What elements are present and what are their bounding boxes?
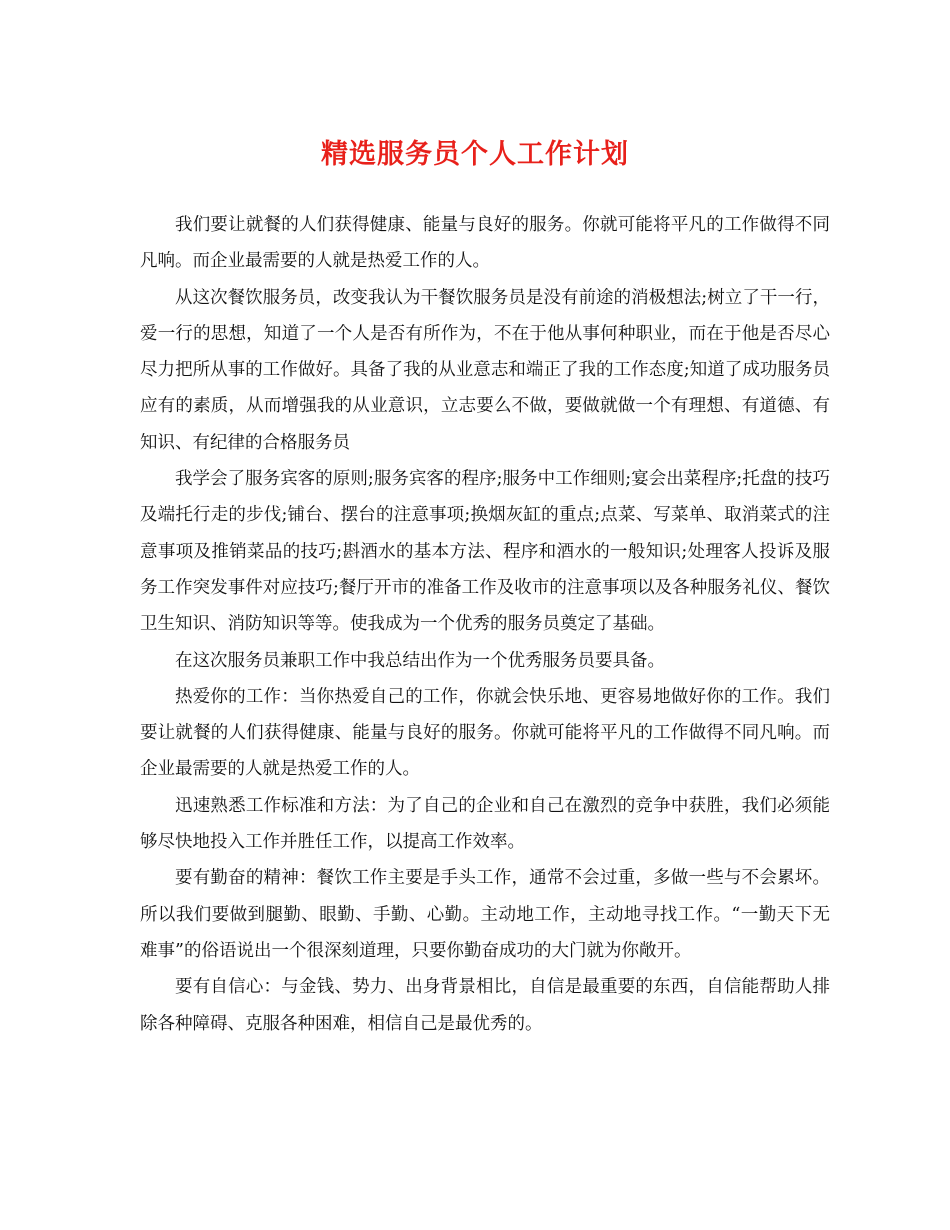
paragraph: 我们要让就餐的人们获得健康、能量与良好的服务。你就可能将平凡的工作做得不同凡响。而企业最需要的人就是热爱工作的人。 [140,215,830,272]
paragraph: 热爱你的工作：当你热爱自己的工作，你就会快乐地、更容易地做好你的工作。我们要让就餐的人们获得健康、能量与良好的服务。你就可能将平凡的工作做得不同凡响。而企业最需要的人就是热爱工作的人。 [140,686,830,780]
paragraph: 我学会了服务宾客的原则;服务宾客的程序;服务中工作细则;宴会出菜程序;托盘的技巧及端托行走的步伐;铺台、摆台的注意事项;换烟灰缸的重点;点菜、写菜单、取消菜式的注意事项及推销菜品的技巧;斟酒水的基本方法、程序和酒水的一般知识;处理客人投诉及服务工作突发事件对应技巧;餐厅开市的准备工作及收市的注意事项以及各种服务礼仪、餐饮卫生知识、消防知识等等。使我成为一个优秀的服务员奠定了基础。 [140,469,830,635]
document-title: 精选服务员个人工作计划 [321,139,629,170]
paragraph: 从这次餐饮服务员，改变我认为干餐饮服务员是没有前途的消极想法;树立了干一行，爱一行的思想，知道了一个人是否有所作为，不在于他从事何种职业，而在于他是否尽心尽力把所从事的工作做好。具备了我的从业意志和端正了我的工作态度;知道了成功服务员应有的素质，从而增强我的从业意识，立志要么不做，要做就做一个有理想、有道德、有知识、有纪律的合格服务员 [140,287,830,453]
paragraph: 要有勤奋的精神：餐饮工作主要是手头工作，通常不会过重，多做一些与不会累坏。所以我们要做到腿勤、眼勤、手勤、心勤。主动地工作，主动地寻找工作。“一勤天下无难事”的俗语说出一个很深刻道理，只要你勤奋成功的大门就为你敞开。 [140,868,830,961]
paragraph: 迅速熟悉工作标准和方法：为了自己的企业和自己在激烈的竞争中获胜，我们必须能够尽快地投入工作并胜任工作，以提高工作效率。 [140,795,830,853]
document-body [140,207,830,1042]
paragraph: 在这次服务员兼职工作中我总结出作为一个优秀服务员要具备。 [175,650,665,671]
paragraph: 要有自信心：与金钱、势力、出身背景相比，自信是最重要的东西，自信能帮助人排除各种障碍、克服各种困难，相信自己是最优秀的。 [140,977,830,1034]
